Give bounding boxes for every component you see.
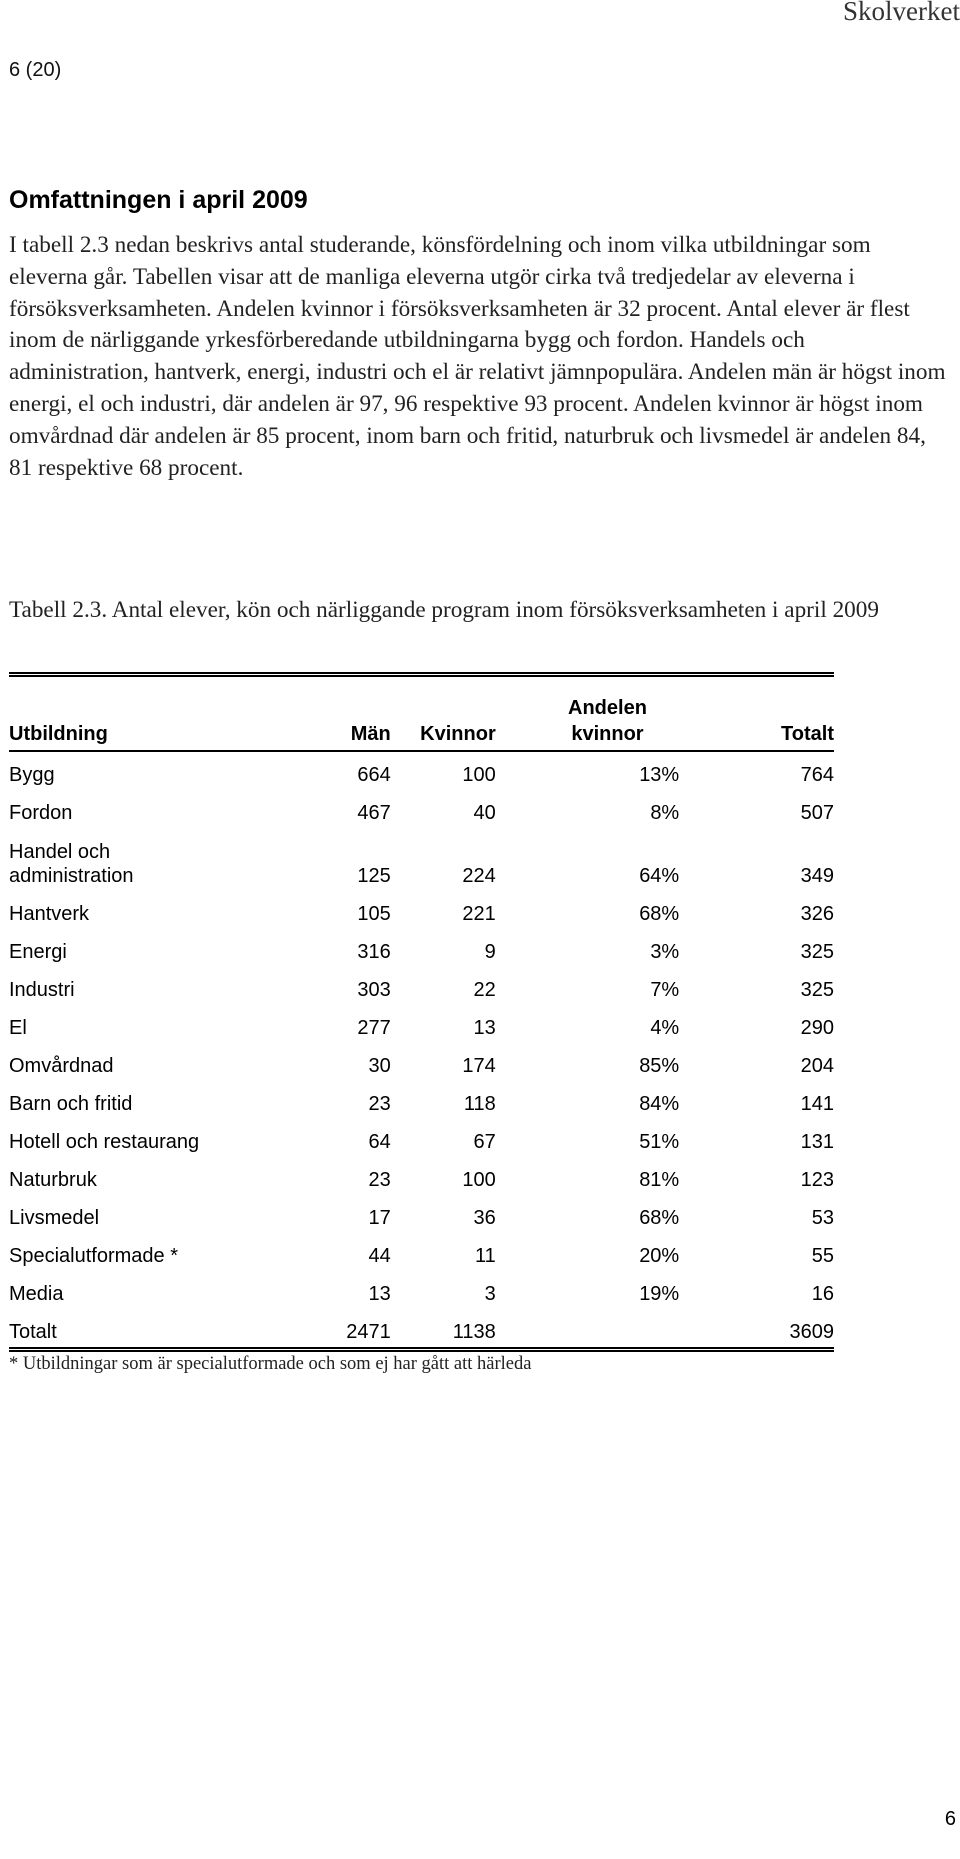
cell-name: Industri [9, 979, 75, 1001]
page-indicator: 6 (20) [9, 59, 62, 81]
table-caption: Tabell 2.3. Antal elever, kön och närliggande program inom försöksverksamheten i april 2009 [9, 597, 879, 623]
cell-man: 467 [357, 802, 391, 824]
cell-totalt: 764 [800, 764, 834, 786]
cell-totalt: 290 [800, 1017, 834, 1039]
cell-name: Barn och fritid [9, 1093, 133, 1115]
table-total-row [9, 1309, 834, 1347]
cell-kvinnor: 36 [473, 1207, 496, 1229]
cell-andel: 8% [650, 802, 680, 824]
table-row [9, 1043, 834, 1081]
body-paragraph: I tabell 2.3 nedan beskrivs antal studerande, könsfördelning och inom vilka utbildningar som eleverna går. Tabellen visar att de manliga eleverna utgör cirka två tredjedelar av eleverna i försöksverksamheten. Andelen kvinnor i försöksverksamheten är 32 procent. Antal elever är flest inom de närliggande yrkesförberedande utbildningarna bygg och fordon. Handels och administration, hantverk, energi, industri och el är relativt jämnpopulära. Andelen män är högst inom energi, el och industri, där andelen är 97, 96 respektive 93 procent. Andelen kvinnor är högst inom omvårdnad där andelen är 85 procent, inom barn och fritid, naturbruk och livsmedel är andelen 84, 81 respektive 68 procent. [9, 232, 946, 481]
cell-andel: 3% [650, 941, 680, 963]
cell-totalt: 325 [800, 941, 834, 963]
cell-name [9, 828, 323, 891]
cell-man: 44 [368, 1245, 391, 1267]
cell-name: Fordon [9, 802, 73, 824]
cell-man: 125 [357, 865, 391, 887]
cell-name: Naturbruk [9, 1169, 97, 1191]
cell-man: 277 [357, 1017, 391, 1039]
cell-name: El [9, 1017, 27, 1039]
cell-kvinnor: 9 [484, 941, 496, 963]
cell-totalt: 131 [800, 1131, 834, 1153]
cell-man: 13 [368, 1283, 391, 1305]
cell-kvinnor: 224 [462, 865, 496, 887]
table-row [9, 891, 834, 929]
table-row [9, 828, 834, 891]
cell-totalt: 3609 [789, 1321, 834, 1343]
cell-man: 316 [357, 941, 391, 963]
table-row [9, 1271, 834, 1309]
header-kvinnor: Kvinnor [420, 723, 496, 745]
enrollment-table [9, 677, 834, 1347]
cell-name: Bygg [9, 764, 55, 786]
header-organization: Skolverket [843, 0, 960, 26]
header-utbildning: Utbildning [9, 723, 108, 745]
cell-man: 30 [368, 1055, 391, 1077]
cell-andel: 64% [639, 865, 680, 887]
cell-kvinnor: 22 [473, 979, 496, 1001]
header-andelen-kvinnor [496, 677, 679, 751]
cell-kvinnor: 221 [462, 903, 496, 925]
section-title: Omfattningen i april 2009 [9, 186, 308, 214]
table-row [9, 1005, 834, 1043]
cell-totalt: 326 [800, 903, 834, 925]
cell-kvinnor: 40 [473, 802, 496, 824]
cell-totalt: 204 [800, 1055, 834, 1077]
table-bottom-rule [9, 1347, 834, 1352]
table-footnote: * Utbildningar som är specialutformade och som ej har gått att härleda [9, 1354, 532, 1374]
cell-andel: 51% [639, 1131, 680, 1153]
cell-totalt: 325 [800, 979, 834, 1001]
cell-kvinnor: 13 [473, 1017, 496, 1039]
header-totalt: Totalt [781, 723, 834, 745]
cell-andel: 81% [639, 1169, 680, 1191]
cell-name: Hotell och restaurang [9, 1131, 200, 1153]
cell-andel: 85% [639, 1055, 680, 1077]
cell-name-line2: administration [9, 865, 134, 887]
page-number: 6 [944, 1808, 956, 1830]
header-andelen-line2: kvinnor [571, 723, 644, 745]
table-row [9, 1195, 834, 1233]
cell-man: 17 [368, 1207, 391, 1229]
cell-kvinnor: 100 [462, 1169, 496, 1191]
cell-andel: 68% [639, 903, 680, 925]
cell-andel: 20% [639, 1245, 680, 1267]
cell-man: 664 [357, 764, 391, 786]
cell-name: Totalt [9, 1321, 57, 1343]
cell-name: Omvårdnad [9, 1055, 114, 1077]
cell-totalt: 349 [800, 865, 834, 887]
cell-name: Specialutformade * [9, 1245, 178, 1267]
cell-kvinnor: 11 [474, 1245, 496, 1267]
cell-kvinnor: 174 [462, 1055, 496, 1077]
cell-totalt: 141 [800, 1093, 834, 1115]
cell-totalt: 123 [800, 1169, 834, 1191]
cell-kvinnor: 100 [462, 764, 496, 786]
cell-andel: 84% [639, 1093, 680, 1115]
cell-man: 2471 [346, 1321, 391, 1343]
cell-andel [496, 1309, 679, 1347]
cell-andel: 19% [639, 1283, 680, 1305]
table-row [9, 790, 834, 828]
cell-andel: 68% [639, 1207, 680, 1229]
table-row [9, 1081, 834, 1119]
cell-andel: 7% [650, 979, 680, 1001]
table-row [9, 1119, 834, 1157]
cell-man: 105 [357, 903, 391, 925]
header-andelen-line1: Andelen [568, 697, 647, 719]
table-row [9, 1233, 834, 1271]
cell-kvinnor: 67 [473, 1131, 496, 1153]
table-header-row [9, 677, 834, 751]
cell-name: Hantverk [9, 903, 90, 925]
table-container [9, 672, 834, 1375]
table-row [9, 751, 834, 790]
cell-name: Livsmedel [9, 1207, 100, 1229]
cell-kvinnor: 3 [484, 1283, 496, 1305]
cell-name-line1: Handel och [9, 841, 111, 863]
cell-name: Energi [9, 941, 67, 963]
cell-man: 23 [368, 1093, 391, 1115]
cell-totalt: 55 [811, 1245, 834, 1267]
cell-name: Media [9, 1283, 64, 1305]
table-row [9, 1157, 834, 1195]
cell-andel: 4% [650, 1017, 680, 1039]
cell-totalt: 16 [811, 1283, 834, 1305]
cell-kvinnor: 1138 [452, 1321, 496, 1343]
cell-totalt: 53 [811, 1207, 834, 1229]
header-man: Män [350, 723, 391, 745]
table-row [9, 929, 834, 967]
cell-andel: 13% [639, 764, 680, 786]
cell-kvinnor: 118 [463, 1093, 496, 1115]
table-row [9, 967, 834, 1005]
cell-man: 23 [368, 1169, 391, 1191]
cell-man: 303 [357, 979, 391, 1001]
cell-totalt: 507 [800, 802, 834, 824]
cell-man: 64 [368, 1131, 391, 1153]
